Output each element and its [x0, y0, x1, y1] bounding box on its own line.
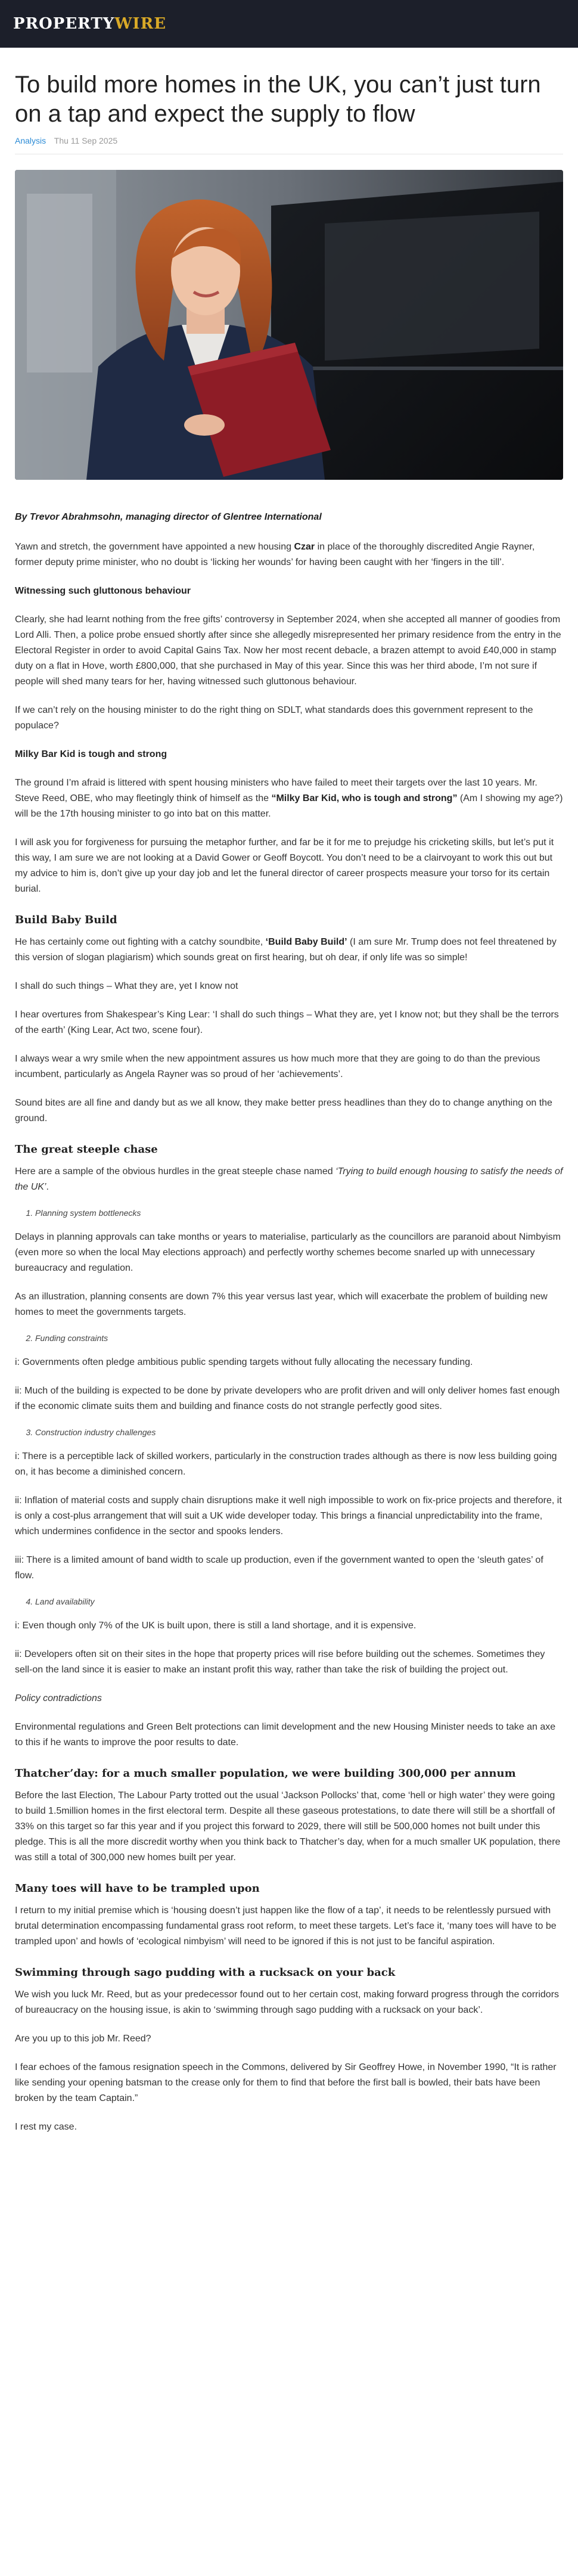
text-run: in place of the thoroughly discredited Angie Rayner, former deputy prime minister, who no doubt is ‘licking her wounds’ for having been caught with her ‘fingers in the till’. [15, 542, 535, 567]
section-heading: Thatcher’day: for a much smaller population, we were building 300,000 per annum [15, 1767, 516, 1780]
bold-text: “Milky Bar Kid, who is tough and strong” [271, 793, 458, 803]
text-run: . [46, 1182, 49, 1192]
paragraph: ii: Much of the building is expected to be done by private developers who are profit driven and will only deliver homes fast enough if the economic climate suits them and building and finance costs do not strangle perfectly good sites. [15, 1386, 560, 1411]
paragraph: Before the last Election, The Labour Party trotted out the usual ‘Jackson Pollocks’ that, come ‘hell or high water’ they were going to build 1.5million homes in the first electoral term. Despite all these gaseous protestations, to date there will still be a shortfall of 33% on this target so far this year and if you project this forward to 2029, there will still be 500,000 homes not built under this pledge. This is all the more discredit worthy when you think back to Thatcher’s day, when for a much smaller UK population, there was still a total of 300,000 new homes built per year. [15, 1790, 561, 1863]
text-run: (Am I showing my age?) will be the 17th housing minister to go into bat on this matter. [15, 793, 563, 819]
paragraph: I hear overtures from Shakespear’s King Lear: ‘I shall do such things – What they are, yet I know not; but they shall be the terrors of the earth’ (King Lear, Act two, scene four). [15, 1010, 559, 1035]
paragraph: i: There is a perceptible lack of skilled workers, particularly in the construction trades although as there is now less building going on, it has become a diminished concern. [15, 1451, 557, 1477]
text-run: The ground I’m afraid is littered with spent housing ministers who have failed to meet their targets over the last 10 years. Mr. Steve Reed, OBE, who may fleetingly think of himself as the [15, 778, 537, 803]
paragraph: Are you up to this job Mr. Reed? [15, 2034, 151, 2044]
logo-part-property: PROPERTY [13, 15, 115, 33]
category-link[interactable]: Analysis [15, 136, 46, 145]
article-body [15, 539, 563, 2135]
text-run: Yawn and stretch, the government have appointed a new housing [15, 542, 294, 552]
paragraph: I always wear a wry smile when the new appointment assures us how much more that they are going to do than the previous incumbent, particularly as Angela Rayner was so proud of her ‘achievements’. [15, 1054, 540, 1079]
list-item: 1. Planning system bottlenecks [35, 1208, 563, 1218]
paragraph: i: Governments often pledge ambitious public spending targets without fully allocating the necessary funding. [15, 1357, 473, 1367]
paragraph: I will ask you for forgiveness for pursuing the metaphor further, and far be it for me to prejudge his cricketing skills, but let’s put it this way, I am sure we are not looking at a David Gower or Geoff Boycott. You don’t need to be a clairvoyant to work this out but my advice to him is, don’t give up your day job and let the funeral director of career prospects measure your torso for its certain burial. [15, 837, 554, 894]
paragraph [15, 775, 563, 822]
article-title: To build more homes in the UK, you can’t just turn on a tap and expect the supply to flow [15, 72, 541, 127]
paragraph [15, 539, 563, 570]
paragraph: If we can’t rely on the housing minister to do the right thing on SDLT, what standards does this government represent to the populace? [15, 705, 533, 731]
paragraph: ii: Developers often sit on their sites in the hope that property prices will rise before building out the schemes. Sometimes they sell-on the land since it is easier to make an instant profit this way, rather than take the risk of building the project out. [15, 1649, 545, 1675]
subheading: Witnessing such gluttonous behaviour [15, 586, 191, 596]
hurdle-list [15, 1597, 563, 1606]
paragraph: I return to my initial premise which is ‘housing doesn’t just happen like the flow of a tap’, it needs to be relentlessly pursued with brutal determination encompassing fundamental grass root reform, to meet these targets. Let’s face it, ‘many toes will have to be trampled upon’ and howls of ‘ecological nimbyism’ will need to be ignored if this is not just to be fanciful aspiration. [15, 1905, 557, 1947]
article [15, 70, 563, 2135]
hero-photo-illustration [15, 170, 563, 480]
bold-text: Czar [294, 542, 315, 552]
paragraph: Clearly, she had learnt nothing from the free gifts’ controversy in September 2024, when she accepted all manner of goodies from Lord Alli. Then, a police probe ensued shortly after since she allegedly misrepresented her primary residence from the entry in the Electoral Register in order to avoid Capital Gains Tax. Now her most recent debacle, a brazen attempt to avoid £40,000 in stamp duty on a flat in Hove, worth £800,000, that she purchased in May of this year. Since this was her third abode, I’m not sure if people will shed many tears for her, having witnessed such gluttonous behaviour. [15, 614, 561, 687]
paragraph: ii: Inflation of material costs and supply chain disruptions make it well nigh impossible to work on fix-price projects and therefore, it is only a cost-plus arrangement that will suit a UK wide developer today. This brings a financial unpredictability into the frame, which undermines confidence in the sector and spooks lenders. [15, 1495, 562, 1537]
text-run: (I am sure Mr. Trump does not feel threatened by this version of slogan plagiarism) which sounds great on first hearing, but oh dear, if only life was so simple! [15, 937, 557, 963]
list-item: 4. Land availability [35, 1597, 563, 1606]
section-heading: The great steeple chase [15, 1143, 158, 1156]
paragraph: Delays in planning approvals can take months or years to materialise, particularly as the councillors are paranoid about Nimbyism (even more so when the local May elections approach) and perfectly worthy schemes become snarled up with unnecessary bureaucracy and regulation. [15, 1232, 561, 1273]
paragraph: We wish you luck Mr. Reed, but as your predecessor found out to her certain cost, making forward progress through the corridors of bureaucracy on the housing issue, is akin to ‘swimming through sago pudding with a rucksack on your back’. [15, 1990, 560, 2015]
hurdle-list [15, 1208, 563, 1218]
list-item: 2. Funding constraints [35, 1333, 563, 1343]
subheading: Milky Bar Kid is tough and strong [15, 749, 167, 759]
subheading: Policy contradictions [15, 1693, 102, 1703]
paragraph [15, 935, 563, 966]
logo-part-wire: WIRE [114, 15, 167, 33]
paragraph: As an illustration, planning consents are down 7% this year versus last year, which will exacerbate the problem of building new homes to meet the governments targets. [15, 1292, 548, 1317]
site-logo[interactable] [13, 15, 166, 33]
section-heading: Many toes will have to be trampled upon [15, 1882, 260, 1895]
paragraph [15, 1164, 563, 1195]
italic-text: ‘Trying to build enough housing to satisfy the needs of the UK’ [15, 1166, 563, 1192]
byline: By Trevor Abrahmsohn, managing director of Glentree International [15, 512, 322, 522]
paragraph: Sound bites are all fine and dandy but as we all know, they make better press headlines than they do to change anything on the ground. [15, 1098, 552, 1123]
paragraph: Environmental regulations and Green Belt protections can limit development and the new Housing Minister needs to take an axe to this if he wants to improve the poor results to date. [15, 1722, 556, 1748]
section-heading: Build Baby Build [15, 914, 117, 926]
text-run: He has certainly come out fighting with a catchy soundbite, [15, 937, 266, 947]
hurdle-list [15, 1333, 563, 1343]
bold-text: ‘Build Baby Build’ [265, 937, 347, 947]
publish-date: Thu 11 Sep 2025 [54, 136, 118, 145]
hero-image [15, 170, 563, 480]
paragraph: I rest my case. [15, 2122, 77, 2132]
text-run: Here are a sample of the obvious hurdles in the great steeple chase named [15, 1166, 336, 1177]
list-item: 3. Construction industry challenges [35, 1427, 563, 1437]
section-heading: Swimming through sago pudding with a rucksack on your back [15, 1966, 396, 1979]
paragraph: I fear echoes of the famous resignation speech in the Commons, delivered by Sir Geoffrey Howe, in November 1990, “It is rather like sending your opening batsman to the crease only for them to find that before the first ball is bowled, their bats have been broken by the team Captain.” [15, 2062, 557, 2103]
paragraph: I shall do such things – What they are, yet I know not [15, 981, 238, 991]
hurdle-list [15, 1427, 563, 1437]
site-header [0, 0, 578, 48]
article-meta [15, 136, 563, 154]
paragraph: i: Even though only 7% of the UK is built upon, there is still a land shortage, and it is expensive. [15, 1621, 417, 1631]
paragraph: iii: There is a limited amount of band width to scale up production, even if the government wanted to open the ‘sleuth gates’ of flow. [15, 1555, 543, 1581]
